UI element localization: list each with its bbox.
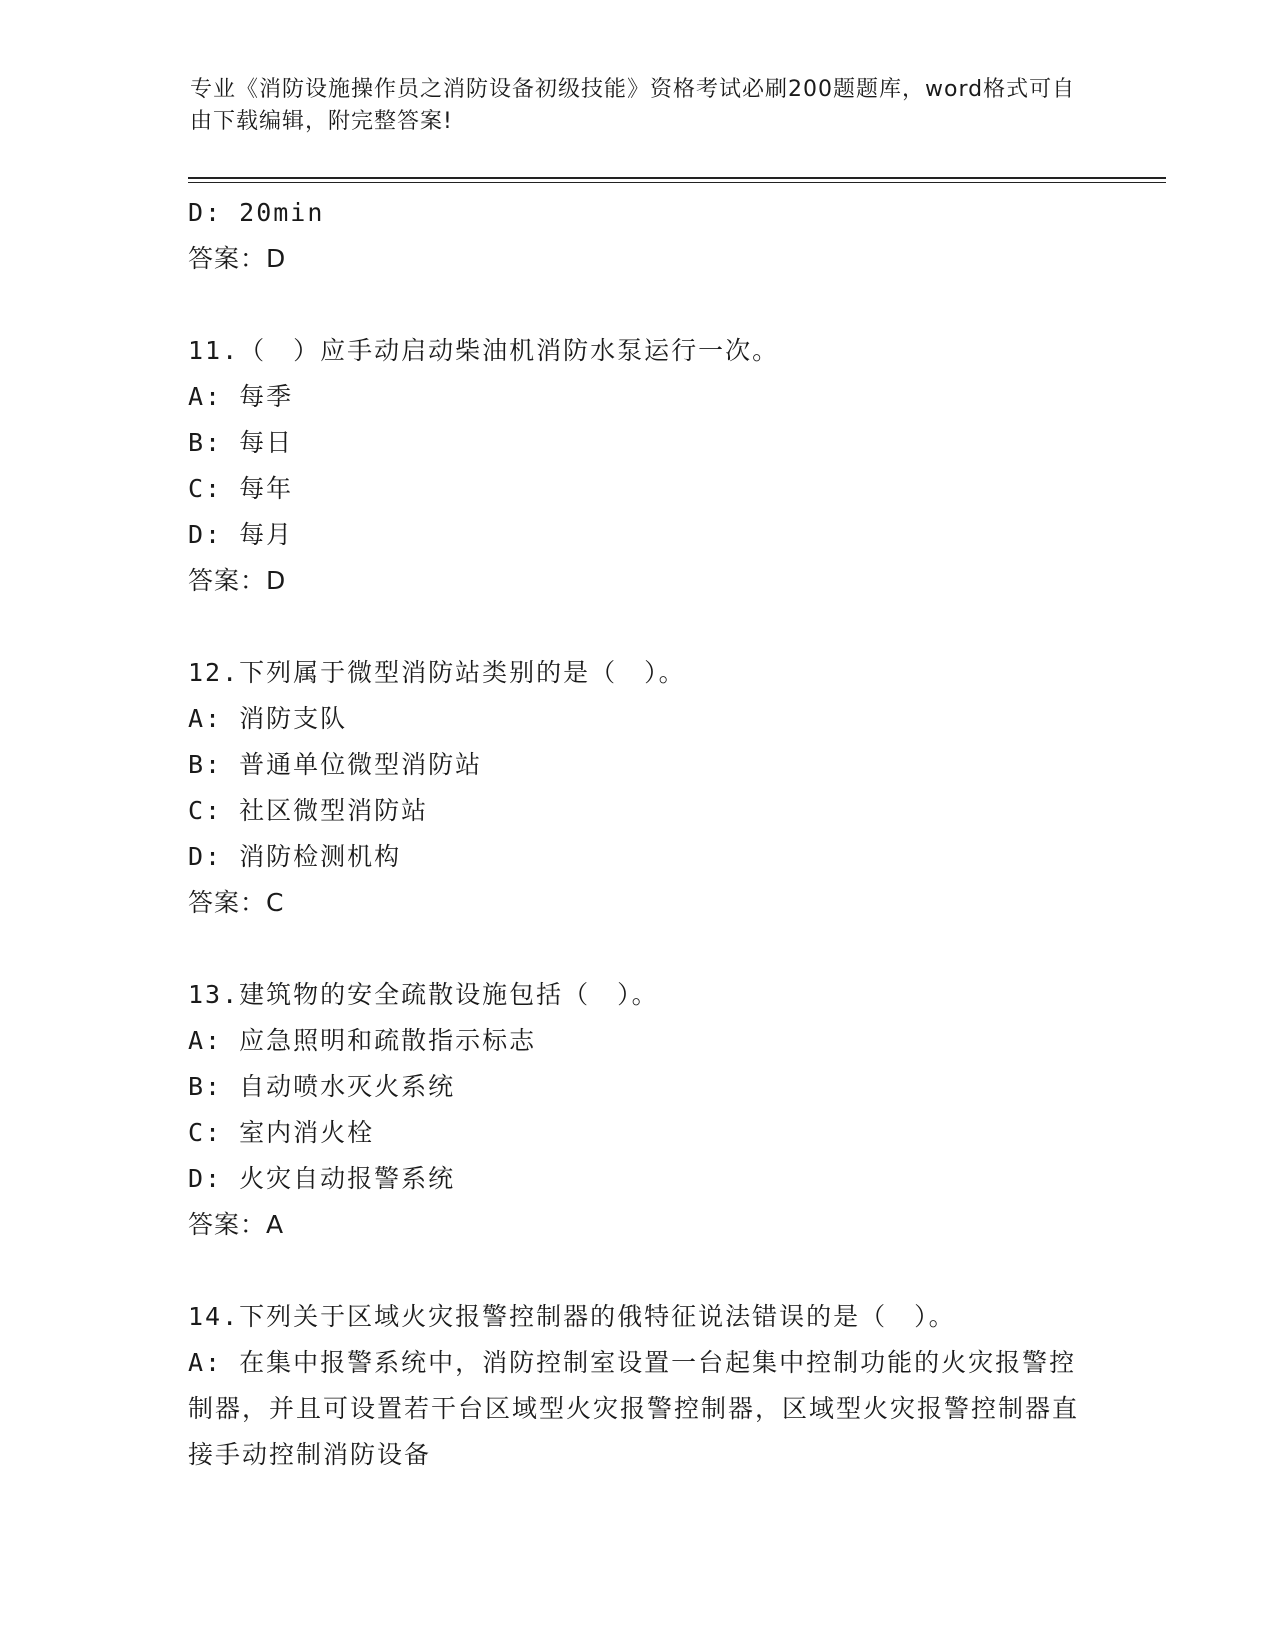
option-b: B: 自动喷水灭火系统 [188,1072,456,1101]
option-d: D: 消防检测机构 [188,842,402,871]
option-a: A: 每季 [188,382,294,411]
option-c: C: 社区微型消防站 [188,796,429,825]
question-stem: 13.建筑物的安全疏散设施包括（ ）。 [188,980,659,1009]
header-rule-thick [188,177,1166,179]
answer: 答案：D [188,566,287,595]
option-d: D: 每月 [188,520,294,549]
question-13 [188,972,1088,1248]
option-b: B: 普通单位微型消防站 [188,750,483,779]
question-list [188,190,1088,1478]
previous-question-tail [188,190,1088,282]
option-a: A: 消防支队 [188,704,348,733]
answer: 答案：D [188,244,287,273]
question-stem: 11.（ ）应手动启动柴油机消防水泵运行一次。 [188,336,780,365]
document-header: 专业《消防设施操作员之消防设备初级技能》资格考试必刷200题题库，word格式可自由下载编辑，附完整答案! [190,77,1076,134]
option-c: C: 每年 [188,474,294,503]
option-a: A: 应急照明和疏散指示标志 [188,1026,537,1055]
header-rule-thin [188,182,1166,183]
question-14 [188,1294,1088,1478]
answer: 答案：A [188,1210,285,1239]
option-c: C: 室内消火栓 [188,1118,375,1147]
question-stem: 14.下列关于区域火灾报警控制器的俄特征说法错误的是（ ）。 [188,1302,956,1331]
option-d: D: 火灾自动报警系统 [188,1164,456,1193]
option-a: A: 在集中报警系统中，消防控制室设置一台起集中控制功能的火灾报警控制器，并且可设置若干台区域型火灾报警控制器，区域型火灾报警控制器直接手动控制消防设备 [188,1348,1080,1469]
option-b: B: 每日 [188,428,294,457]
question-11 [188,328,1088,604]
question-stem: 12.下列属于微型消防站类别的是（ ）。 [188,658,686,687]
question-12 [188,650,1088,926]
answer: 答案：C [188,888,285,917]
option-d: D: 20min [188,198,325,227]
